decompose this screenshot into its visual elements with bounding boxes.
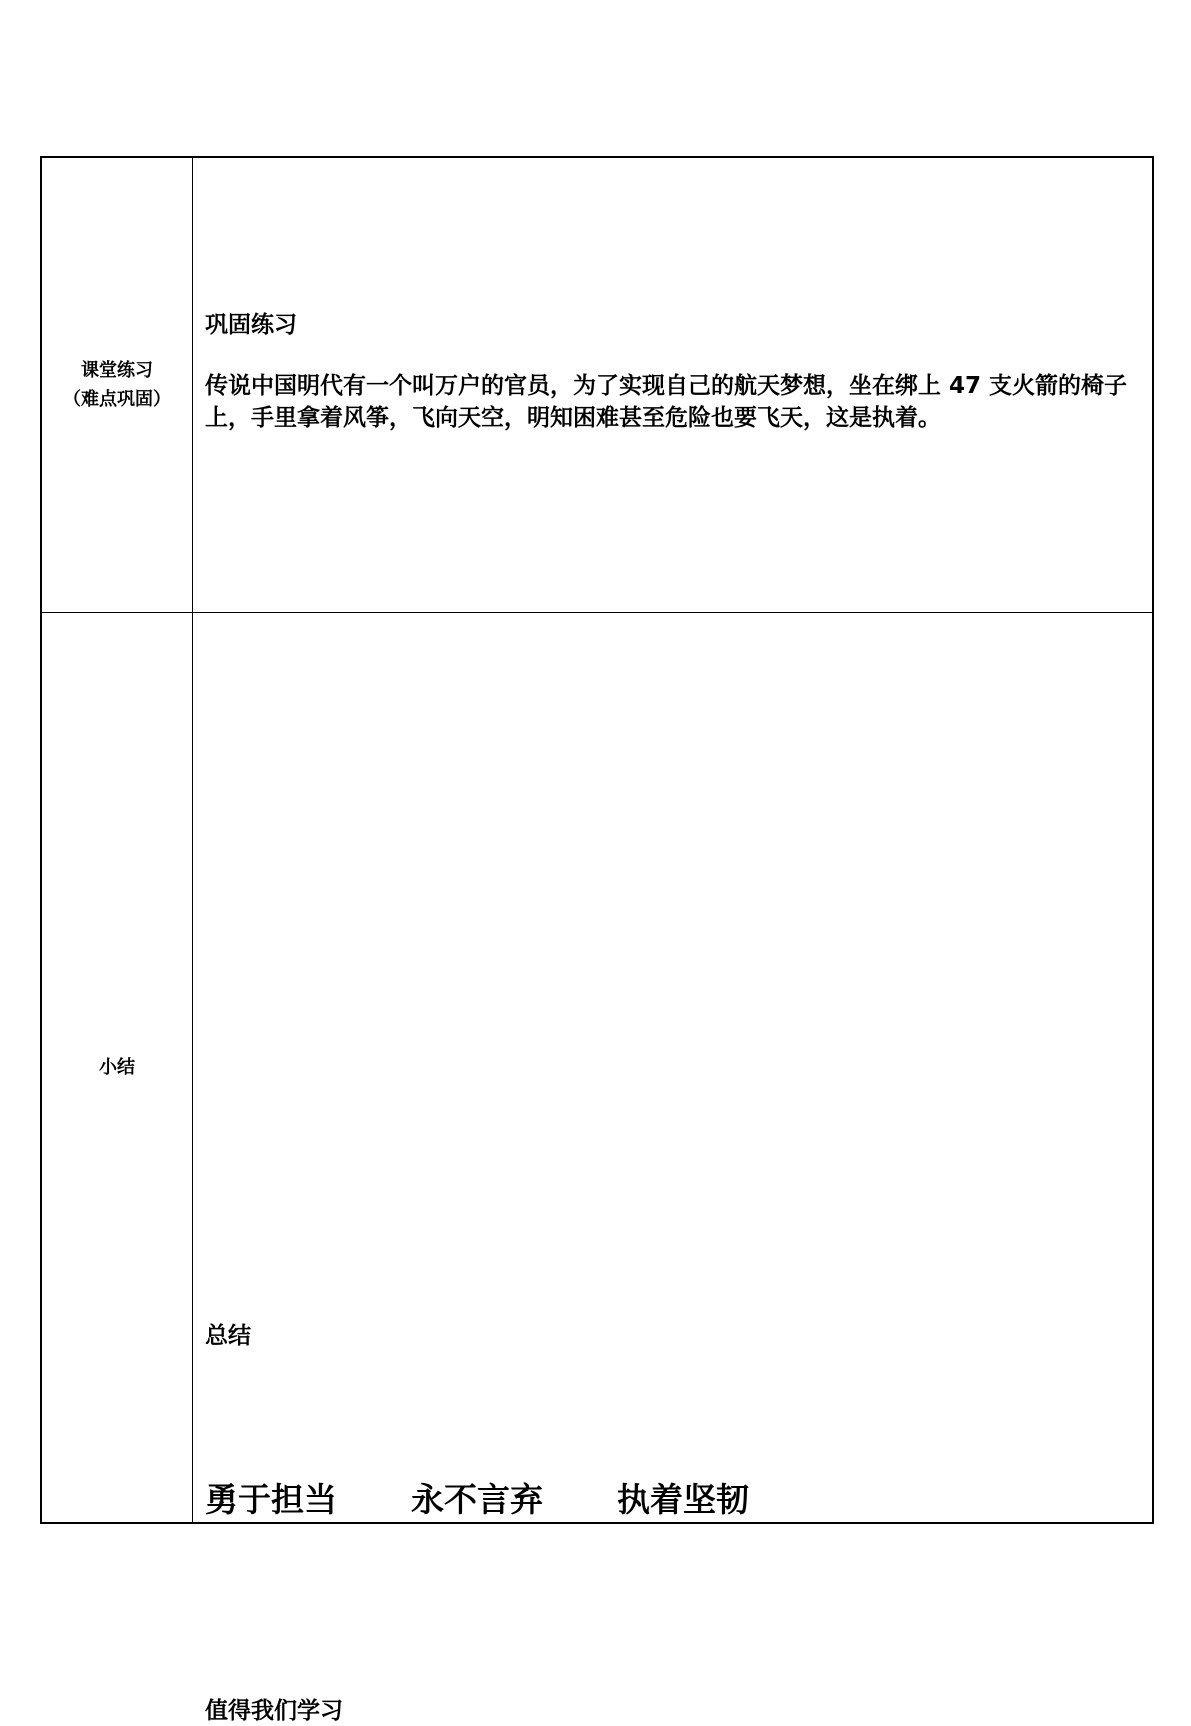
practice-label-cell xyxy=(41,157,193,612)
table-row-practice xyxy=(41,157,1153,612)
practice-content-cell xyxy=(193,157,1154,612)
summary-label: 小结 xyxy=(99,1056,135,1078)
virtue-item: 执着坚韧 xyxy=(617,1479,749,1519)
practice-heading: 巩固练习 xyxy=(205,312,297,338)
summary-label-cell xyxy=(41,612,193,1523)
virtue-item: 永不言弃 xyxy=(411,1479,543,1519)
practice-label-line2: （难点巩固） xyxy=(63,388,171,410)
practice-label-line1: 课堂练习 xyxy=(81,359,153,381)
virtues-line xyxy=(205,1480,749,1520)
table-row-summary xyxy=(41,612,1153,1523)
summary-heading: 总结 xyxy=(205,1322,251,1349)
summary-content-cell xyxy=(193,612,1154,1724)
summary-closing: 值得我们学习 xyxy=(205,1697,343,1724)
lesson-plan-table xyxy=(40,156,1154,1724)
virtue-item: 勇于担当 xyxy=(205,1479,337,1519)
practice-paragraph: 传说中国明代有一个叫万户的官员，为了实现自己的航天梦想，坐在绑上 47 支火箭的椅子上，手里拿着风筝，飞向天空，明知困难甚至危险也要飞天，这是执着。 xyxy=(205,373,1128,431)
